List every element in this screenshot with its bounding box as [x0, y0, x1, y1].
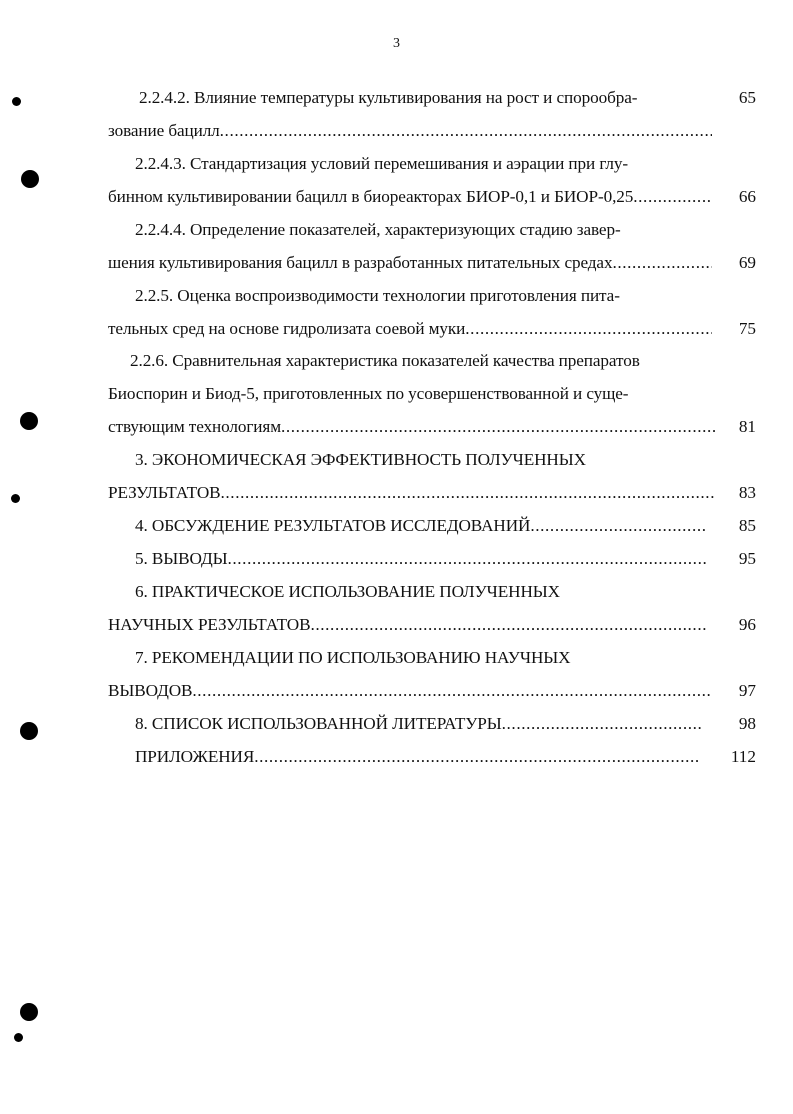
dot-leader: [310, 613, 708, 637]
toc-entry-text: 4. ОБСУЖДЕНИЕ РЕЗУЛЬТАТОВ ИССЛЕДОВАНИЙ: [135, 516, 531, 535]
toc-entry-line: 3. ЭКОНОМИЧЕСКАЯ ЭФФЕКТИВНОСТЬ ПОЛУЧЕННЫХ: [135, 450, 586, 469]
toc-entry-text: РЕЗУЛЬТАТОВ: [108, 483, 221, 502]
dot-leader: [465, 317, 712, 341]
toc-entry-line: [108, 679, 712, 703]
toc-page-number: 112: [730, 747, 756, 766]
toc-entry-line: [135, 514, 706, 538]
toc-entry-line: [108, 613, 708, 637]
toc-entry-line: [108, 415, 716, 439]
binder-hole: [20, 1003, 38, 1021]
toc-page-number: 95: [738, 549, 756, 568]
toc-entry-text: 5. ВЫВОДЫ: [135, 549, 228, 568]
binder-hole: [21, 170, 39, 188]
dot-leader: [530, 514, 706, 538]
dot-leader: [633, 185, 712, 209]
toc-entry-text: ВЫВОДОВ: [108, 681, 193, 700]
binder-hole-dot: [12, 97, 21, 106]
toc-page-number: 83: [738, 483, 756, 502]
dot-leader: [612, 251, 712, 275]
binder-hole: [20, 412, 38, 430]
toc-entry-line: [108, 481, 716, 505]
toc-page-number: 98: [738, 714, 756, 733]
toc-entry-text: ПРИЛОЖЕНИЯ: [135, 747, 255, 766]
dot-leader: [502, 712, 703, 736]
toc-entry-line: [108, 119, 712, 143]
toc-entry-line: 2.2.6. Сравнительная характеристика показателей качества препаратов: [130, 351, 640, 370]
toc-entry-line: 2.2.5. Оценка воспроизводимости технологии приготовления пита-: [135, 286, 620, 305]
binder-hole-dot: [14, 1033, 23, 1042]
toc-entry-line: [135, 745, 700, 769]
dot-leader: [220, 119, 712, 143]
toc-entry-text: ствующим технологиям: [108, 417, 281, 436]
toc-page-number: 97: [738, 681, 756, 700]
toc-entry-text: бинном культивировании бацилл в биореакторах БИОР-0,1 и БИОР-0,25: [108, 187, 634, 206]
toc-entry-text: зование бацилл: [108, 121, 220, 140]
dot-leader: [281, 415, 716, 439]
toc-entry-line: 2.2.4.4. Определение показателей, характеризующих стадию завер-: [135, 220, 621, 239]
toc-entry-line: [108, 185, 712, 209]
toc-entry-line: [108, 317, 712, 341]
dot-leader: [192, 679, 712, 703]
dot-leader: [254, 745, 700, 769]
toc-entry-text: шения культивирования бацилл в разработанных питательных средах: [108, 253, 613, 272]
toc-page-number: 65: [738, 88, 756, 107]
toc-page-number: 75: [738, 319, 756, 338]
toc-entry-text: НАУЧНЫХ РЕЗУЛЬТАТОВ: [108, 615, 311, 634]
toc-page-number: 69: [738, 253, 756, 272]
toc-entry-line: 6. ПРАКТИЧЕСКОЕ ИСПОЛЬЗОВАНИЕ ПОЛУЧЕННЫХ: [135, 582, 560, 601]
dot-leader: [227, 547, 708, 571]
toc-page-number: 85: [738, 516, 756, 535]
toc-entry-line: [108, 251, 712, 275]
toc-page-number: 96: [738, 615, 756, 634]
page-number: 3: [393, 36, 400, 51]
toc-entry-line: 2.2.4.3. Стандартизация условий перемешивания и аэрации при глу-: [135, 154, 628, 173]
toc-entry-text: 8. СПИСОК ИСПОЛЬЗОВАННОЙ ЛИТЕРАТУРЫ: [135, 714, 502, 733]
binder-hole: [20, 722, 38, 740]
toc-entry-line: [135, 712, 703, 736]
toc-page-number: 81: [738, 417, 756, 436]
binder-hole-dot: [11, 494, 20, 503]
toc-entry-line: 2.2.4.2. Влияние температуры культивирования на рост и спорообра-: [139, 88, 638, 107]
toc-entry-line: [135, 547, 708, 571]
toc-entry-line: 7. РЕКОМЕНДАЦИИ ПО ИСПОЛЬЗОВАНИЮ НАУЧНЫХ: [135, 648, 571, 667]
dot-leader: [221, 481, 716, 505]
toc-entry-line: Биоспорин и Биод-5, приготовленных по усовершенствованной и суще-: [108, 384, 629, 403]
toc-page-number: 66: [738, 187, 756, 206]
toc-entry-text: тельных сред на основе гидролизата соевой муки: [108, 319, 466, 338]
